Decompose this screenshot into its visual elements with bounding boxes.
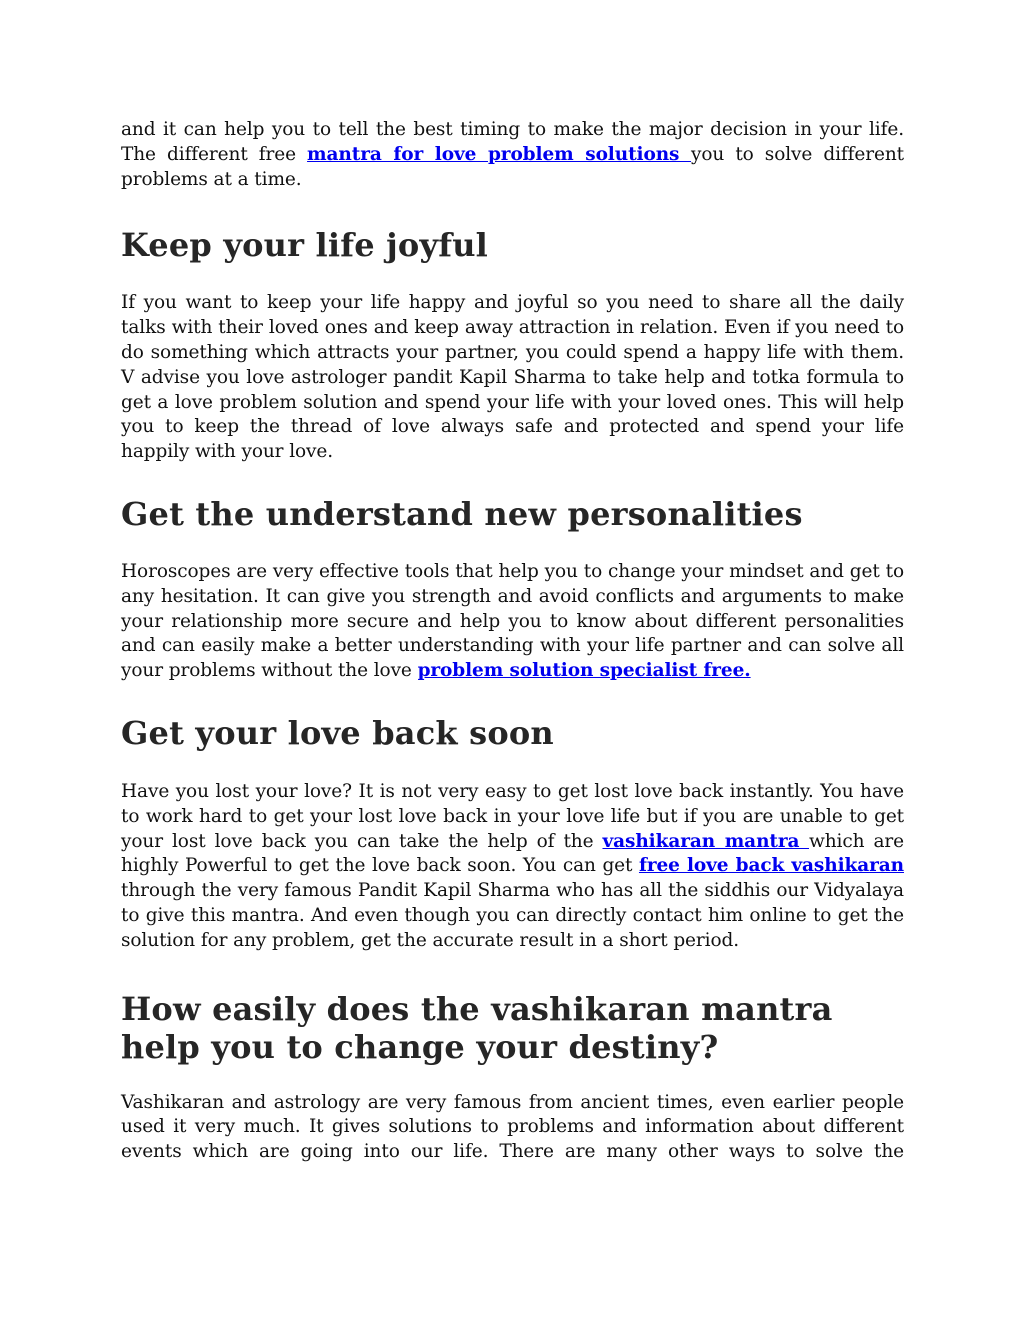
heading-vashikaran-destiny: How easily does the vashikaran mantra help you to change your destiny? — [121, 989, 833, 1066]
paragraph-understand-personalities — [121, 560, 904, 684]
link-mantra-love-problem-solutions[interactable]: mantra for love problem solutions — [307, 143, 692, 165]
paragraph-love-back-soon — [121, 780, 904, 954]
paragraph-keep-life-joyful: If you want to keep your life happy and joyful so you need to share all the daily talks with their loved ones and keep away attraction in relation. Even if you need to do something which attracts your partner, you could spend a happy life with them. V advise you love astrologer pandit Kapil Sharma to take help and totka formula to get a love problem solution and spend your life with your loved ones. This will help you to keep the thread of love always safe and protected and spend your life happily with your love. — [121, 292, 904, 463]
link-problem-solution-specialist[interactable]: problem solution specialist free. — [417, 660, 751, 682]
paragraph-text: Horoscopes are very effective tools that help you to change your mindset and get to any hesitation. It can give you strength and avoid conflicts and arguments to make your relationship more secure and help you to know about different personalities and can easily make a better understanding with your life partner and can solve all your problems without the love — [121, 560, 904, 682]
document-page — [121, 118, 904, 1165]
link-free-love-back-vashikaran[interactable]: free love back vashikaran — [638, 855, 904, 877]
link-vashikaran-mantra[interactable]: vashikaran mantra — [602, 830, 809, 852]
paragraph-text: through the very famous Pandit Kapil Sharma who has all the siddhis our Vidyalaya to give this mantra. And even though you can directly contact him online to get the solution for any problem, get the accurate result in a short period. — [121, 880, 904, 951]
heading-love-back-soon: Get your love back soon — [121, 713, 554, 752]
paragraph-intro — [121, 118, 904, 192]
paragraph-text: you to solve different problems at a time. — [121, 143, 905, 190]
heading-keep-life-joyful: Keep your life joyful — [121, 226, 489, 265]
paragraph-vashikaran-destiny: Vashikaran and astrology are very famous from ancient times, even earlier people used it very much. It gives solutions to problems and information about different events which are going into our life. There are many other ways to solve the — [121, 1091, 904, 1163]
paragraph-text: Have you lost your love? It is not very easy to get lost love back instantly. You have to work hard to get your lost love back in your love life but if you are unable to get your lost love back you can take the help of the — [121, 780, 904, 852]
heading-understand-personalities: Get the understand new personalities — [121, 494, 803, 533]
paragraph-text: which are highly Powerful to get the love back soon. You can get — [121, 830, 905, 877]
paragraph-text: and it can help you to tell the best timing to make the major decision in your life. The different free — [121, 119, 904, 165]
